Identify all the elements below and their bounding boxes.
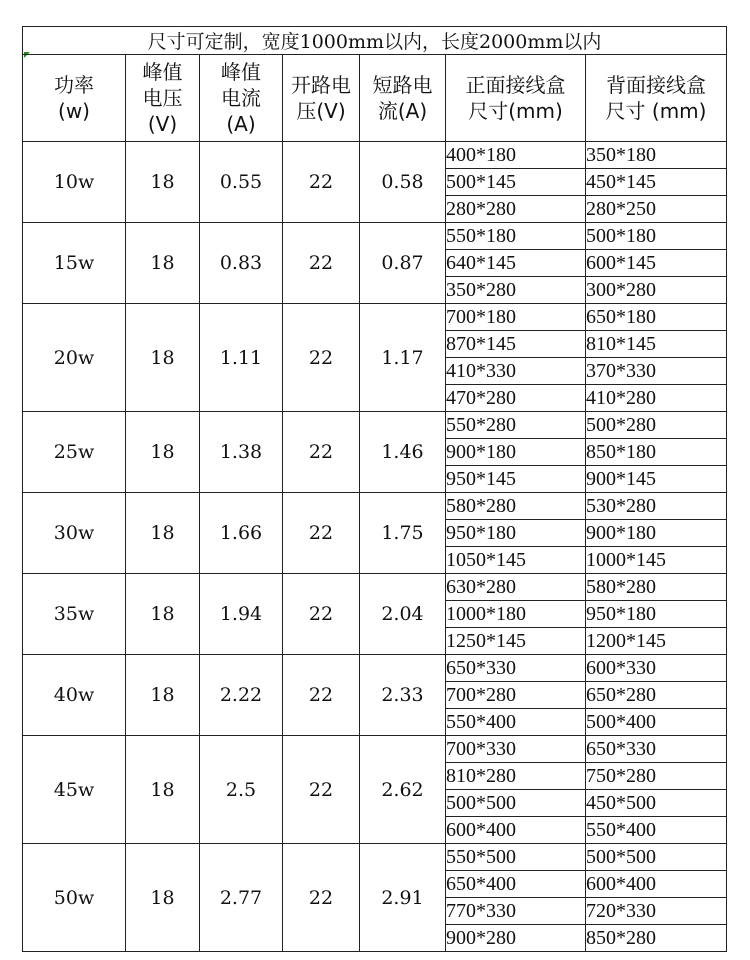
front-box-size: 1000*180 bbox=[446, 601, 586, 628]
customization-note: 尺寸可定制，宽度1000mm以内，长度2000mm以内 bbox=[23, 27, 727, 55]
header-front-box-line-2: 尺寸(mm) bbox=[468, 99, 563, 123]
front-box-size: 1250*145 bbox=[446, 628, 586, 655]
back-box-size: 850*280 bbox=[586, 925, 727, 952]
back-box-size: 600*400 bbox=[586, 871, 727, 898]
back-box-size: 580*280 bbox=[586, 574, 727, 601]
front-box-size: 400*180 bbox=[446, 142, 586, 169]
header-row bbox=[23, 55, 727, 142]
open-circuit-voltage-cell: 22 bbox=[283, 223, 360, 304]
back-box-size: 950*180 bbox=[586, 601, 727, 628]
front-box-size: 900*180 bbox=[446, 439, 586, 466]
front-box-size: 550*400 bbox=[446, 709, 586, 736]
peak-current-cell: 1.66 bbox=[200, 493, 283, 574]
power-cell: 20w bbox=[23, 304, 126, 412]
peak-current-cell: 1.38 bbox=[200, 412, 283, 493]
table-row bbox=[23, 142, 727, 169]
power-cell: 40w bbox=[23, 655, 126, 736]
spec-table bbox=[22, 26, 727, 952]
power-cell: 30w bbox=[23, 493, 126, 574]
front-box-size: 640*145 bbox=[446, 250, 586, 277]
open-circuit-voltage-cell: 22 bbox=[283, 736, 360, 844]
peak-current-cell: 0.55 bbox=[200, 142, 283, 223]
short-circuit-current-cell: 2.33 bbox=[360, 655, 446, 736]
peak-voltage-cell: 18 bbox=[126, 304, 200, 412]
power-cell: 15w bbox=[23, 223, 126, 304]
table-row bbox=[23, 412, 727, 439]
header-power-line-2: (w) bbox=[58, 99, 90, 123]
back-box-size: 900*180 bbox=[586, 520, 727, 547]
peak-voltage-cell: 18 bbox=[126, 493, 200, 574]
header-short-circuit-current-line-1: 短路电 bbox=[372, 73, 433, 97]
peak-current-cell: 1.94 bbox=[200, 574, 283, 655]
power-cell: 45w bbox=[23, 736, 126, 844]
front-box-size: 700*180 bbox=[446, 304, 586, 331]
open-circuit-voltage-cell: 22 bbox=[283, 844, 360, 952]
front-box-size: 770*330 bbox=[446, 898, 586, 925]
header-peak-voltage-line-1: 峰值 bbox=[142, 60, 183, 84]
power-cell: 25w bbox=[23, 412, 126, 493]
back-box-size: 750*280 bbox=[586, 763, 727, 790]
peak-voltage-cell: 18 bbox=[126, 736, 200, 844]
back-box-size: 450*145 bbox=[586, 169, 727, 196]
short-circuit-current-cell: 1.17 bbox=[360, 304, 446, 412]
peak-current-cell: 0.83 bbox=[200, 223, 283, 304]
front-box-size: 550*500 bbox=[446, 844, 586, 871]
front-box-size: 470*280 bbox=[446, 385, 586, 412]
front-box-size: 810*280 bbox=[446, 763, 586, 790]
peak-voltage-cell: 18 bbox=[126, 412, 200, 493]
header-open-circuit-voltage bbox=[283, 55, 360, 142]
back-box-size: 370*330 bbox=[586, 358, 727, 385]
front-box-size: 630*280 bbox=[446, 574, 586, 601]
peak-current-cell: 2.5 bbox=[200, 736, 283, 844]
front-box-size: 700*330 bbox=[446, 736, 586, 763]
front-box-size: 950*180 bbox=[446, 520, 586, 547]
header-front-box-line-1: 正面接线盒 bbox=[465, 73, 566, 97]
table-row bbox=[23, 493, 727, 520]
header-peak-voltage-line-3: (V) bbox=[147, 112, 178, 136]
peak-voltage-cell: 18 bbox=[126, 142, 200, 223]
table-row bbox=[23, 655, 727, 682]
short-circuit-current-cell: 1.46 bbox=[360, 412, 446, 493]
front-box-size: 550*280 bbox=[446, 412, 586, 439]
back-box-size: 850*180 bbox=[586, 439, 727, 466]
short-circuit-current-cell: 0.87 bbox=[360, 223, 446, 304]
front-box-size: 1050*145 bbox=[446, 547, 586, 574]
front-box-size: 410*330 bbox=[446, 358, 586, 385]
back-box-size: 350*180 bbox=[586, 142, 727, 169]
front-box-size: 650*330 bbox=[446, 655, 586, 682]
table-row bbox=[23, 574, 727, 601]
peak-current-cell: 1.11 bbox=[200, 304, 283, 412]
header-peak-voltage bbox=[126, 55, 200, 142]
header-peak-voltage-line-2: 电压 bbox=[142, 86, 183, 110]
front-box-size: 500*145 bbox=[446, 169, 586, 196]
table-row bbox=[23, 844, 727, 871]
table-row bbox=[23, 304, 727, 331]
open-circuit-voltage-cell: 22 bbox=[283, 493, 360, 574]
back-box-size: 500*400 bbox=[586, 709, 727, 736]
front-box-size: 870*145 bbox=[446, 331, 586, 358]
short-circuit-current-cell: 2.62 bbox=[360, 736, 446, 844]
back-box-size: 900*145 bbox=[586, 466, 727, 493]
back-box-size: 280*250 bbox=[586, 196, 727, 223]
peak-current-cell: 2.22 bbox=[200, 655, 283, 736]
header-open-circuit-voltage-line-1: 开路电 bbox=[291, 73, 351, 97]
table-row bbox=[23, 223, 727, 250]
back-box-size: 720*330 bbox=[586, 898, 727, 925]
front-box-size: 280*280 bbox=[446, 196, 586, 223]
power-cell: 50w bbox=[23, 844, 126, 952]
back-box-size: 650*180 bbox=[586, 304, 727, 331]
header-short-circuit-current-line-2: 流(A) bbox=[377, 99, 428, 123]
front-box-size: 600*400 bbox=[446, 817, 586, 844]
short-circuit-current-cell: 2.04 bbox=[360, 574, 446, 655]
header-peak-current bbox=[200, 55, 283, 142]
short-circuit-current-cell: 0.58 bbox=[360, 142, 446, 223]
power-cell: 35w bbox=[23, 574, 126, 655]
front-box-size: 500*500 bbox=[446, 790, 586, 817]
header-peak-current-line-2: 电流 bbox=[221, 86, 261, 110]
back-box-size: 300*280 bbox=[586, 277, 727, 304]
peak-voltage-cell: 18 bbox=[126, 574, 200, 655]
short-circuit-current-cell: 2.91 bbox=[360, 844, 446, 952]
header-short-circuit-current bbox=[360, 55, 446, 142]
peak-voltage-cell: 18 bbox=[126, 655, 200, 736]
banner-row bbox=[23, 27, 727, 55]
open-circuit-voltage-cell: 22 bbox=[283, 574, 360, 655]
back-box-size: 530*280 bbox=[586, 493, 727, 520]
back-box-size: 600*145 bbox=[586, 250, 727, 277]
front-box-size: 650*400 bbox=[446, 871, 586, 898]
back-box-size: 450*500 bbox=[586, 790, 727, 817]
back-box-size: 550*400 bbox=[586, 817, 727, 844]
front-box-size: 550*180 bbox=[446, 223, 586, 250]
back-box-size: 650*280 bbox=[586, 682, 727, 709]
peak-current-cell: 2.77 bbox=[200, 844, 283, 952]
header-power bbox=[23, 55, 126, 142]
back-box-size: 600*330 bbox=[586, 655, 727, 682]
peak-voltage-cell: 18 bbox=[126, 223, 200, 304]
back-box-size: 810*145 bbox=[586, 331, 727, 358]
open-circuit-voltage-cell: 22 bbox=[283, 655, 360, 736]
back-box-size: 1200*145 bbox=[586, 628, 727, 655]
open-circuit-voltage-cell: 22 bbox=[283, 142, 360, 223]
front-box-size: 700*280 bbox=[446, 682, 586, 709]
header-peak-current-line-3: (A) bbox=[226, 112, 256, 136]
back-box-size: 410*280 bbox=[586, 385, 727, 412]
front-box-size: 350*280 bbox=[446, 277, 586, 304]
table-row bbox=[23, 736, 727, 763]
peak-voltage-cell: 18 bbox=[126, 844, 200, 952]
header-back-box bbox=[586, 55, 727, 142]
open-circuit-voltage-cell: 22 bbox=[283, 304, 360, 412]
header-power-line-1: 功率 bbox=[54, 73, 94, 97]
back-box-size: 500*280 bbox=[586, 412, 727, 439]
back-box-size: 500*180 bbox=[586, 223, 727, 250]
back-box-size: 650*330 bbox=[586, 736, 727, 763]
open-circuit-voltage-cell: 22 bbox=[283, 412, 360, 493]
front-box-size: 950*145 bbox=[446, 466, 586, 493]
header-back-box-line-1: 背面接线盒 bbox=[606, 73, 706, 97]
back-box-size: 1000*145 bbox=[586, 547, 727, 574]
power-cell: 10w bbox=[23, 142, 126, 223]
front-box-size: 900*280 bbox=[446, 925, 586, 952]
short-circuit-current-cell: 1.75 bbox=[360, 493, 446, 574]
back-box-size: 500*500 bbox=[586, 844, 727, 871]
header-back-box-line-2: 尺寸 (mm) bbox=[605, 99, 707, 123]
header-front-box bbox=[446, 55, 586, 142]
header-open-circuit-voltage-line-2: 压(V) bbox=[296, 99, 346, 123]
header-peak-current-line-1: 峰值 bbox=[221, 60, 261, 84]
front-box-size: 580*280 bbox=[446, 493, 586, 520]
